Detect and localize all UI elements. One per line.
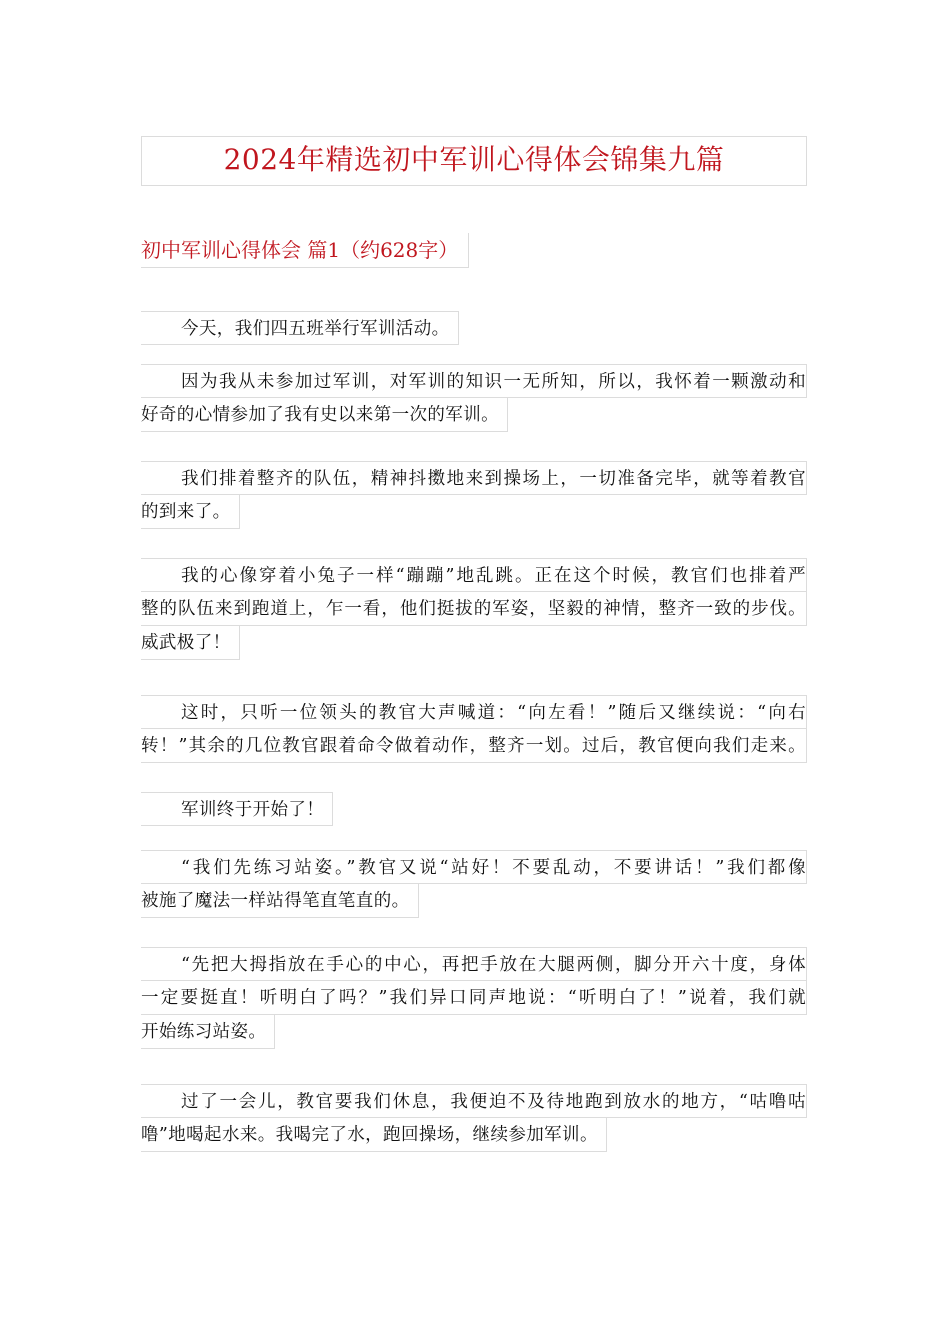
paragraph-line: “先把大拇指放在手心的中心，再把手放在大腿两侧，脚分开六十度，身体 (141, 947, 807, 981)
paragraph-line: 噜”地喝起水来。我喝完了水，跑回操场，继续参加军训。 (141, 1118, 607, 1152)
paragraph (141, 792, 807, 831)
paragraph-line: 过了一会儿，教官要我们休息，我便迫不及待地跑到放水的地方，“咕噜咕 (141, 1084, 807, 1118)
paragraph (141, 695, 807, 763)
paragraph (141, 850, 807, 923)
title-box (141, 136, 807, 186)
paragraph-line: 开始练习站姿。 (141, 1015, 275, 1049)
paragraph (141, 311, 807, 350)
paragraph (141, 461, 807, 534)
paragraph-line: 的到来了。 (141, 495, 240, 529)
paragraph-line: 今天，我们四五班举行军训活动。 (141, 311, 459, 345)
paragraph-line: “我们先练习站姿。”教官又说“站好！不要乱动，不要讲话！”我们都像 (141, 850, 807, 884)
paragraph (141, 947, 807, 1054)
paragraph (141, 1084, 807, 1157)
section-heading: 初中军训心得体会 篇1（约628字） (141, 233, 469, 268)
paragraph-line: 我们排着整齐的队伍，精神抖擞地来到操场上，一切准备完毕，就等着教官 (141, 461, 807, 495)
document-title: 2024年精选初中军训心得体会锦集九篇 (223, 143, 725, 176)
paragraph-line: 因为我从未参加过军训，对军训的知识一无所知，所以，我怀着一颗激动和 (141, 364, 807, 398)
paragraph-line: 一定要挺直！听明白了吗？”我们异口同声地说：“听明白了！”说着，我们就 (141, 981, 807, 1015)
paragraph-line: 军训终于开始了！ (141, 792, 333, 826)
paragraph (141, 558, 807, 665)
paragraph-line: 整的队伍来到跑道上，乍一看，他们挺拔的军姿，坚毅的神情，整齐一致的步伐。 (141, 592, 807, 626)
paragraph-line: 好奇的心情参加了我有史以来第一次的军训。 (141, 398, 508, 432)
paragraph-line: 威武极了！ (141, 626, 240, 660)
paragraph-line: 这时，只听一位领头的教官大声喊道：“向左看！”随后又继续说：“向右 (141, 695, 807, 729)
paragraph-line: 我的心像穿着小兔子一样“蹦蹦”地乱跳。正在这个时候，教官们也排着严 (141, 558, 807, 592)
paragraph-line: 转！”其余的几位教官跟着命令做着动作，整齐一划。过后，教官便向我们走来。 (141, 729, 807, 763)
paragraph (141, 364, 807, 437)
paragraph-line: 被施了魔法一样站得笔直笔直的。 (141, 884, 419, 918)
